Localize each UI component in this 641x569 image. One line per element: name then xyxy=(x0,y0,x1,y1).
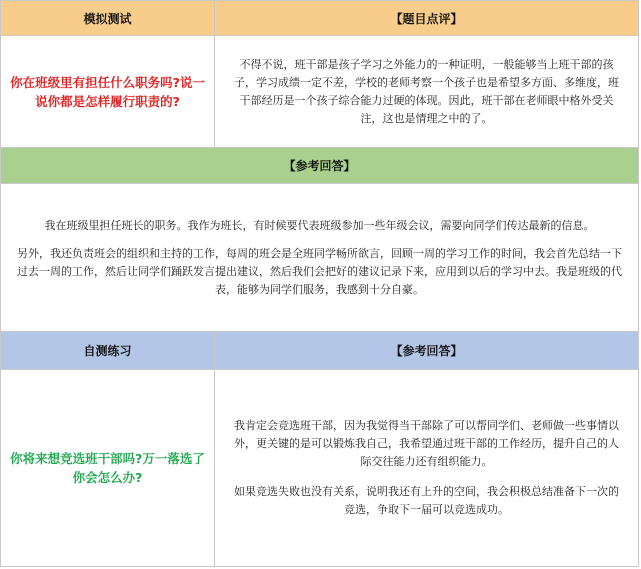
section3-content-row xyxy=(0,370,639,567)
section1-content-row xyxy=(0,36,639,148)
reference-answer-header-1 xyxy=(0,148,639,184)
question-2-cell xyxy=(0,370,214,567)
answer-1-paragraph-2: 另外，我还负责班会的组织和主持的工作，每周的班会是全班同学畅所欲言，回顾一周的学习工作的时间，我会首先总结一下过去一周的工作，然后让同学们踊跃发言提出建议，然后我们会把好的建议记录下来，应用到以后的学习中去。我是班级的代表，能够为同学们服务，我感到十分自豪。 xyxy=(17,246,622,296)
self-test-header-label: 自测练习 xyxy=(83,344,132,358)
question-2-text: 你将来想竞选班干部吗?万一落选了你会怎么办? xyxy=(10,451,205,485)
answer-2-paragraph-1: 我肯定会竞选班干部，因为我觉得当干部除了可以帮同学们、老师做一些事情以外，更关键的是可以锻炼我自己，我希望通过班干部的工作经历，提升自己的人际交往能力还有组织能力。 xyxy=(234,419,619,468)
mock-test-header xyxy=(0,0,214,36)
comment-cell xyxy=(214,36,639,148)
question-1-cell xyxy=(0,36,214,148)
reference-answer-header-1-label: 【参考回答】 xyxy=(283,159,356,173)
answer-1-paragraph-1: 我在班级里担任班长的职务。我作为班长，有时候要代表班级参加一些年级会议，需要向同学们传达最新的信息。 xyxy=(44,218,595,232)
reference-answer-header-2 xyxy=(214,332,639,370)
comment-header xyxy=(214,0,639,36)
reference-answer-2-cell xyxy=(214,370,639,567)
section2-content-row xyxy=(0,184,639,332)
comment-header-label: 【题目点评】 xyxy=(390,11,463,26)
reference-answer-1-cell xyxy=(0,184,639,332)
section3-header-row xyxy=(0,332,639,370)
mock-test-header-label: 模拟测试 xyxy=(83,11,132,26)
question-1-text: 你在班级里有担任什么职务吗?说一说你都是怎样履行职责的? xyxy=(10,74,205,109)
self-test-header xyxy=(0,332,214,370)
section2-header-row xyxy=(0,148,639,184)
section1-header-row xyxy=(0,0,639,36)
answer-2-paragraph-2: 如果竞选失败也没有关系，说明我还有上升的空间，我会积极总结准备下一次的竞选，争取下一届可以竞选成功。 xyxy=(234,485,619,516)
reference-answer-header-2-label: 【参考回答】 xyxy=(390,344,463,358)
comment-text: 不得不说，班干部是孩子学习之外能力的一种证明，一般能够当上班干部的孩子，学习成绩一定不差，学校的老师考察一个孩子也是希望多方面、多维度，班干部经历是一个孩子综合能力过硬的体现。因此，班干部在老师眼中格外受关注，这也是情理之中的了。 xyxy=(234,57,619,125)
